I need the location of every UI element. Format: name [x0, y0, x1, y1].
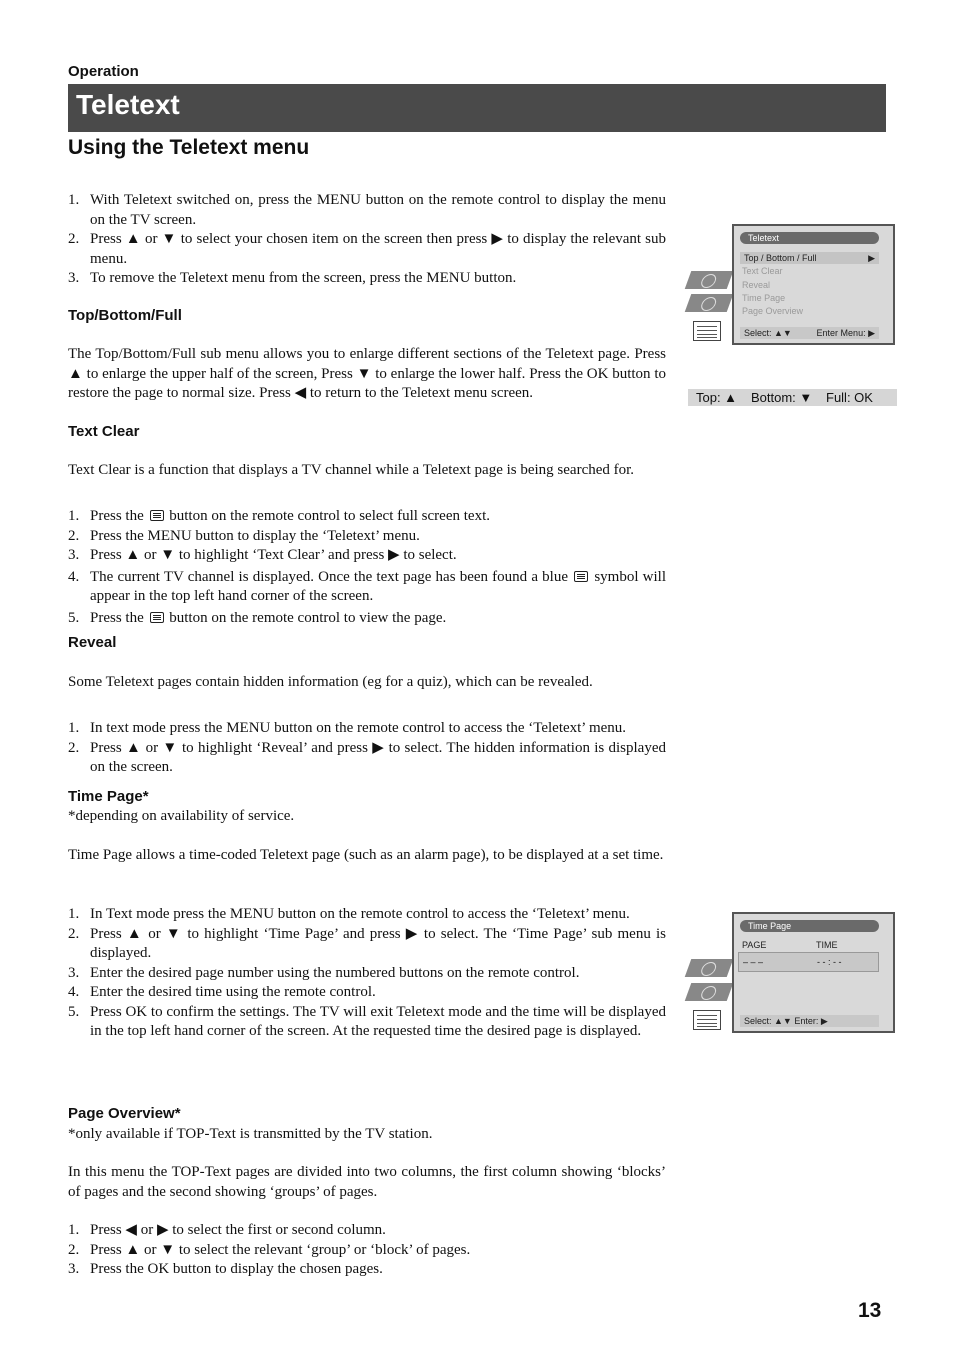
menu-item-reveal: Reveal	[742, 280, 771, 290]
page-title: Teletext	[76, 89, 180, 120]
list-item: 1. Press ◀ or ▶ to select the first or second column.	[68, 1222, 386, 1238]
col-time-label: TIME	[816, 940, 838, 950]
time-entry-field[interactable]: - - : - -	[817, 957, 842, 967]
time-page-steps	[68, 905, 666, 1042]
col-page-label: PAGE	[742, 940, 767, 950]
menu-item-text-clear: Text Clear	[742, 266, 783, 276]
list-item: 3. Enter the desired page number using the numbered buttons on the remote control.	[68, 964, 580, 981]
teletext-menu-panel	[732, 224, 895, 345]
time-page-menu-title: Time Page	[740, 920, 879, 932]
list-item: 2. Press ▲ or ▼ to highlight ‘Reveal’ and press ▶ to select. The hidden information is displayed on the screen.	[68, 739, 666, 775]
title-bar	[68, 84, 886, 132]
list-item: 4. The current TV channel is displayed. Once the text page has been found a blue symbol will appear in the top left hand corner of the screen.	[68, 568, 667, 604]
list-item: 2. Press ▲ or ▼ to select your chosen item on the screen then press ▶ to display the relevant sub menu.	[68, 231, 666, 267]
text-clear-steps	[68, 507, 666, 628]
teletext-icon	[150, 510, 164, 521]
menu-item-top-bottom-full: Top / Bottom / Full ▶	[740, 252, 879, 264]
arrow-right-icon: ▶	[868, 253, 875, 263]
reveal-heading: Reveal	[68, 634, 117, 651]
list-item: 1. With Teletext switched on, press the MENU button on the remote control to display the menu on the TV screen.	[68, 192, 666, 228]
time-page-heading: Time Page*	[68, 788, 149, 805]
picture-icon	[685, 959, 734, 977]
top-bottom-full-heading: Top/Bottom/Full	[68, 307, 182, 324]
list-item: 4. Enter the desired time using the remote control.	[68, 984, 376, 1000]
menu-item-page-overview: Page Overview	[742, 306, 804, 316]
list-item: 3. To remove the Teletext menu from the screen, press the MENU button.	[68, 270, 517, 286]
top-bottom-full-body: The Top/Bottom/Full sub menu allows you to enlarge different sections of the Teletext page. Press ▲ to enlarge the upper half of the screen, Press ▼ to enlarge the lower half. Press the OK button to restore the page to normal size. Press ◀ to return to the Teletext menu screen.	[68, 346, 666, 401]
text-clear-body: Text Clear is a function that displays a TV channel while a Teletext page is being searched for.	[68, 462, 635, 478]
list-item: 5. Press the button on the remote control to view the page.	[68, 609, 447, 626]
list-item: 1. Press the button on the remote control to select full screen text.	[68, 508, 490, 524]
list-item: 2. Press ▲ or ▼ to select the relevant ‘group’ or ‘block’ of pages.	[68, 1241, 471, 1258]
keys-caption: Top: ▲ Bottom: ▼ Full: OK	[688, 389, 897, 406]
teletext-menu-title: Teletext	[740, 232, 879, 244]
time-page-entry-row[interactable]	[738, 952, 879, 972]
teletext-icon	[150, 612, 164, 623]
sound-icon	[685, 294, 734, 312]
page-overview-body: In this menu the TOP-Text pages are divided into two columns, the first column showing ‘blocks’ of pages and the second showing ‘groups’ of pages.	[68, 1164, 666, 1200]
subtitle: Using the Teletext menu	[68, 136, 310, 159]
page-entry-field[interactable]: – – –	[743, 957, 764, 967]
time-page-menu-footer: Select: ▲▼ Enter: ▶	[740, 1015, 879, 1027]
list-item: 2. Press the MENU button to display the ‘Teletext’ menu.	[68, 527, 420, 544]
page-number: 13	[858, 1299, 882, 1322]
menu-item-time-page: Time Page	[742, 293, 786, 303]
page-overview-steps	[68, 1221, 666, 1280]
page-overview-note: *only available if TOP-Text is transmitted by the TV station.	[68, 1126, 433, 1142]
list-item: 1. In text mode press the MENU button on the remote control to access the ‘Teletext’ menu.	[68, 720, 627, 736]
section-label: Operation	[68, 63, 139, 80]
intro-steps	[68, 191, 666, 289]
page-overview-heading: Page Overview*	[68, 1105, 181, 1122]
teletext-icon	[693, 1010, 721, 1030]
menu-footer: Select: ▲▼ Enter Menu: ▶	[740, 327, 879, 339]
teletext-icon	[693, 321, 721, 341]
reveal-body: Some Teletext pages contain hidden information (eg for a quiz), which can be revealed.	[68, 674, 593, 690]
picture-icon	[685, 271, 734, 289]
list-item: 5. Press OK to confirm the settings. The TV will exit Teletext mode and the time will be displayed in the top left hand corner of the screen. At the requested time the desired page is displayed.	[68, 1003, 666, 1039]
list-item: 2. Press ▲ or ▼ to highlight ‘Time Page’ and press ▶ to select. The ‘Time Page’ sub menu is displayed.	[68, 925, 666, 961]
time-page-menu-panel	[732, 912, 895, 1033]
text-clear-heading: Text Clear	[68, 423, 140, 440]
list-item: 3. Press the OK button to display the chosen pages.	[68, 1261, 383, 1277]
list-item: 3. Press ▲ or ▼ to highlight ‘Text Clear’ and press ▶ to select.	[68, 547, 457, 563]
reveal-steps	[68, 719, 666, 778]
list-item: 1. In Text mode press the MENU button on the remote control to access the ‘Teletext’ menu.	[68, 906, 630, 922]
teletext-icon	[574, 571, 588, 582]
sound-icon	[685, 983, 734, 1001]
time-page-body: Time Page allows a time-coded Teletext page (such as an alarm page), to be displayed at a set time.	[68, 847, 664, 863]
time-page-note: *depending on availability of service.	[68, 808, 295, 824]
